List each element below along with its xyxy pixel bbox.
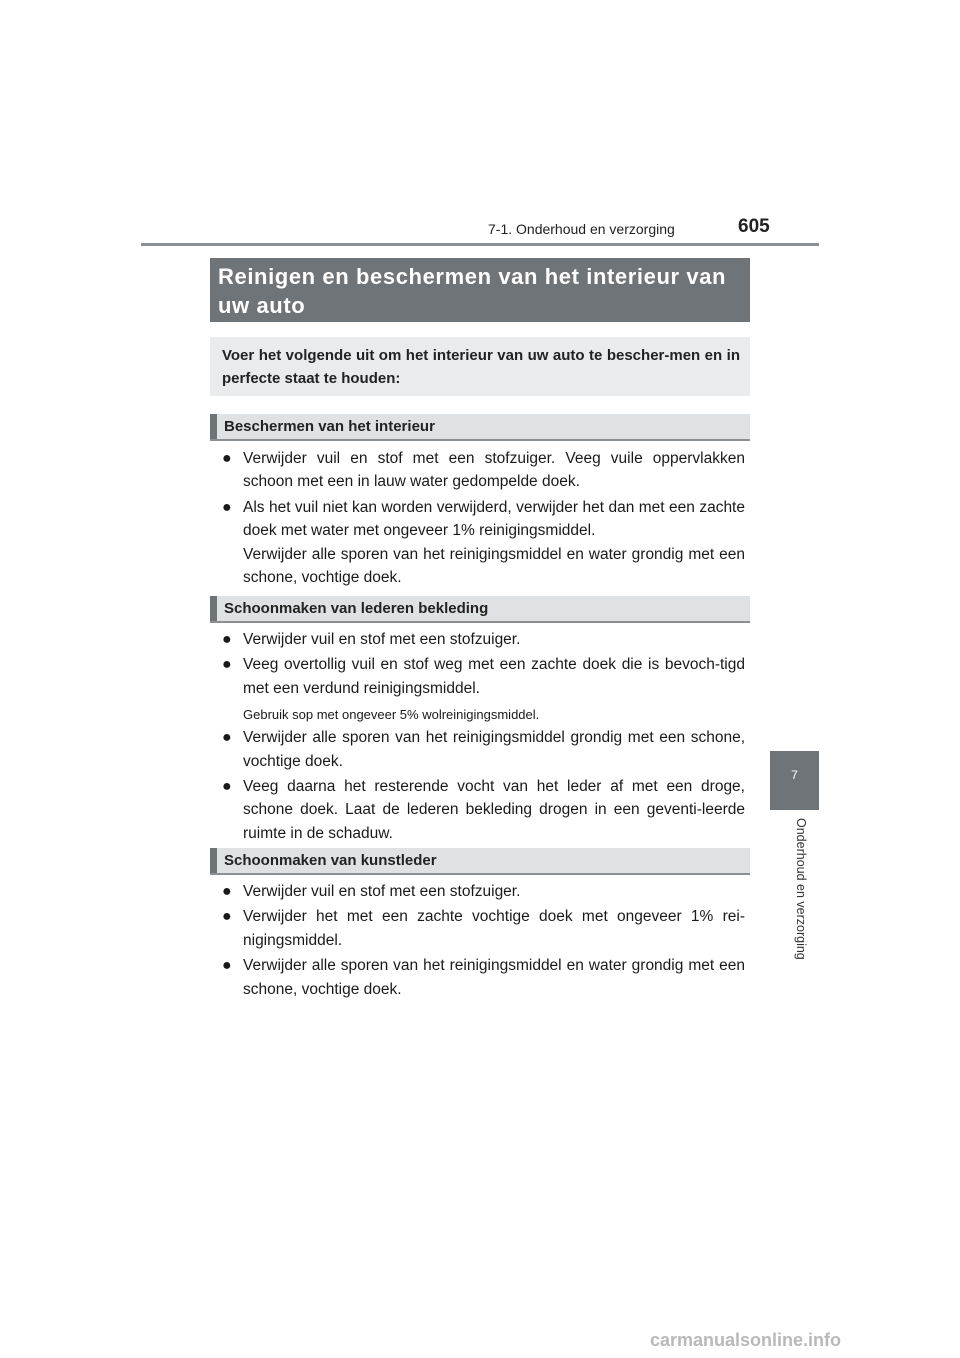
bullet-icon: ● — [222, 656, 232, 674]
page-title: Reinigen en beschermen van het interieur van uw auto — [210, 258, 750, 322]
watermark: carmanualsonline.info — [650, 1330, 842, 1350]
page-number: 605 — [738, 216, 770, 237]
header-rule — [141, 243, 819, 246]
bullet-icon: ● — [222, 498, 232, 516]
list-item: ● Verwijder vuil en stof met een stofzuiger. — [222, 880, 745, 903]
intro-box: Voer het volgende uit om het interieur van uw auto te bescher-men en in perfecte staat te houden: — [210, 337, 750, 396]
heading-accent-bar — [210, 848, 217, 873]
heading-accent-bar — [210, 596, 217, 621]
bullet-icon: ● — [222, 778, 232, 796]
bullet-icon: ● — [222, 957, 232, 975]
section-heading-interior — [210, 414, 750, 441]
bullet-list-artificial-leather — [222, 880, 745, 1001]
bullet-icon: ● — [222, 631, 232, 648]
bullet-icon: ● — [222, 883, 232, 900]
chapter-number: 7 — [791, 768, 798, 782]
bullet-list-interior — [222, 447, 745, 589]
heading-accent-bar — [210, 414, 217, 439]
header-section: 7-1. Onderhoud en verzorging — [488, 221, 675, 237]
bullet-icon: ● — [222, 729, 232, 747]
list-item: ● Verwijder het met een zachte vochtige doek met ongeveer 1% rei-nigingsmiddel. — [222, 905, 745, 952]
section-heading-artificial-leather — [210, 848, 750, 875]
list-item: ● Verwijder alle sporen van het reinigingsmiddel grondig met een schone, vochtige doek. — [222, 726, 745, 773]
list-item: ● Als het vuil niet kan worden verwijderd, verwijder het dan met een zachte doek met water met ongeveer 1% reinigingsmiddel. Verwijder alle sporen van het reinigingsmiddel en water grondig met een schone, vochtige doek. — [222, 496, 745, 590]
chapter-tab[interactable] — [770, 751, 819, 810]
section-heading-leather — [210, 596, 750, 623]
section-heading-label: Schoonmaken van kunstleder — [224, 852, 437, 869]
list-item: ● Verwijder vuil en stof met een stofzuiger. — [222, 628, 745, 651]
list-item: ● Veeg overtollig vuil en stof weg met een zachte doek die is bevoch-tigd met een verdund reinigingsmiddel. — [222, 653, 745, 700]
section-heading-label: Beschermen van het interieur — [224, 418, 435, 435]
list-item: ● Verwijder vuil en stof met een stofzuiger. Veeg vuile oppervlakken schoon met een in lauw water gedompelde doek. — [222, 447, 745, 494]
chapter-label: Onderhoud en verzorging — [794, 818, 808, 960]
section-heading-label: Schoonmaken van lederen bekleding — [224, 600, 489, 617]
bullet-icon: ● — [222, 908, 232, 926]
note-text: Gebruik sop met ongeveer 5% wolreinigingsmiddel. — [243, 707, 540, 723]
list-item: ● Verwijder alle sporen van het reinigingsmiddel en water grondig met een schone, vochtige doek. — [222, 954, 745, 1001]
bullet-list-leather — [222, 628, 745, 845]
bullet-icon: ● — [222, 450, 232, 467]
list-item: ● Veeg daarna het resterende vocht van het leder af met een droge, schone doek. Laat de lederen bekleding drogen in een geventi-leerde ruimte in de schaduw. — [222, 775, 745, 845]
